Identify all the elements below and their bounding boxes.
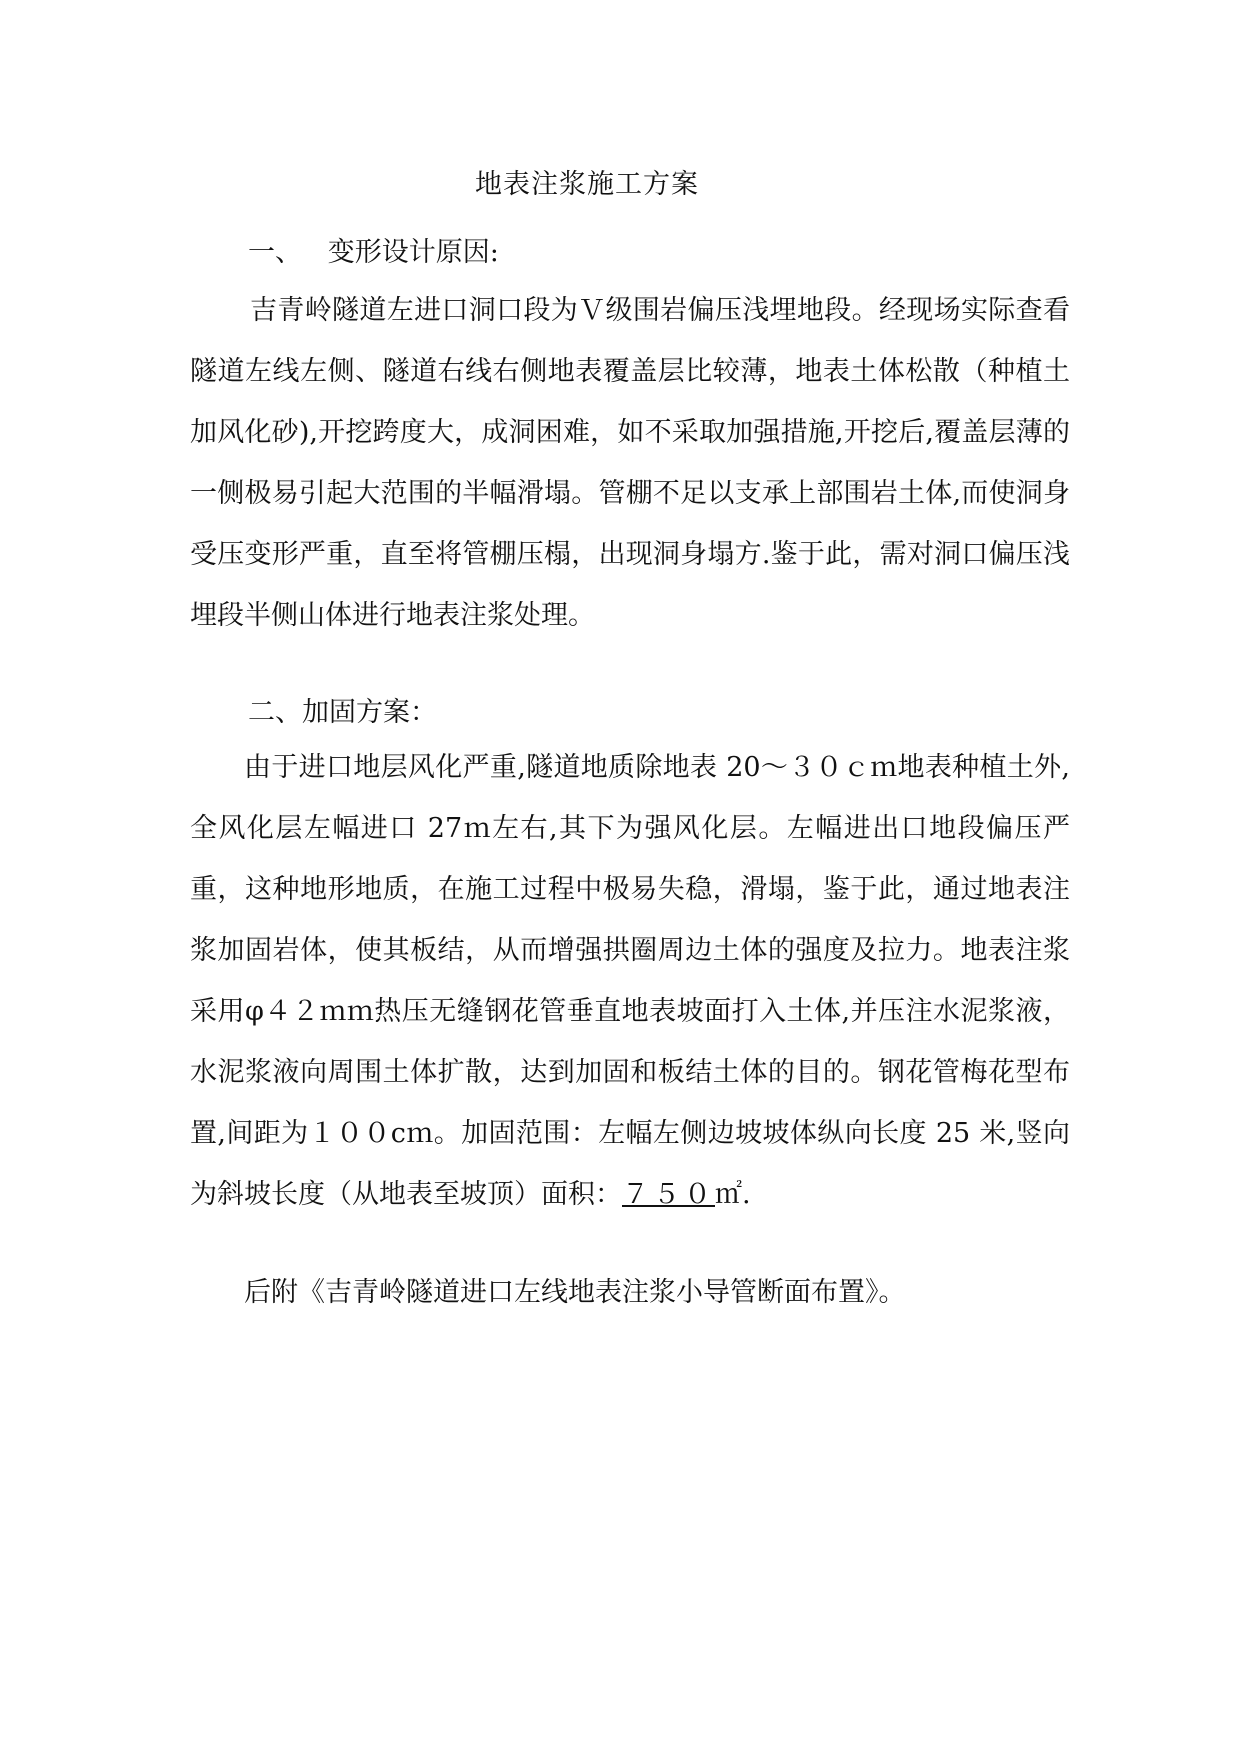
section-1-paragraph: 吉青岭隧道左进口洞口段为Ｖ级围岩偏压浅埋地段。经现场实际查看隧道左线左侧、隧道右线右侧地表覆盖层比较薄，地表土体松散（种植土加风化砂),开挖跨度大，成洞困难，如不采取加强措施,开挖后,覆盖层薄的一侧极易引起大范围的半幅滑塌。管棚不足以支承上部围岩土体,而使洞身受压变形严重，直至将管棚压榻，出现洞身塌方.鉴于此，需对洞口偏压浅埋段半侧山体进行地表注浆处理。	[190, 295, 1070, 631]
section-2-text: 由于进口地层风化严重,隧道地质除地表 20～３０ｃｍ地表种植土外,全风化层左幅进口 27ｍ左右,其下为强风化层。左幅进出口地段偏压严重，这种地形地质，在施工过程中极易失稳，滑塌，鉴于此，通过地表注浆加固岩体，使其板结，从而增强拱圈周边土体的强度及拉力。地表注浆采用φ４２ｍｍ热压无缝钢花管垂直地表坡面打入土体,并压注水泥浆液，水泥浆液向周围土体扩散，达到加固和板结土体的目的。钢花管梅花型布置,间距为１００cｍ。加固范围：左幅左侧边坡坡体纵向长度 25 米,竖向为斜坡长度（从地表至坡顶）面积：	[190, 752, 1070, 1210]
section-2-paragraph	[190, 737, 1070, 1225]
appendix-note: 后附《吉青岭隧道进口左线地表注浆小导管断面布置》。	[244, 1277, 906, 1308]
section-2-heading: 二、加固方案：	[248, 697, 437, 728]
section-1-heading: 一、 变形设计原因:	[248, 237, 499, 268]
area-unit: ㎡.	[715, 1179, 751, 1210]
area-value: ７５０	[622, 1179, 715, 1210]
document-title: 地表注浆施工方案	[475, 169, 699, 200]
